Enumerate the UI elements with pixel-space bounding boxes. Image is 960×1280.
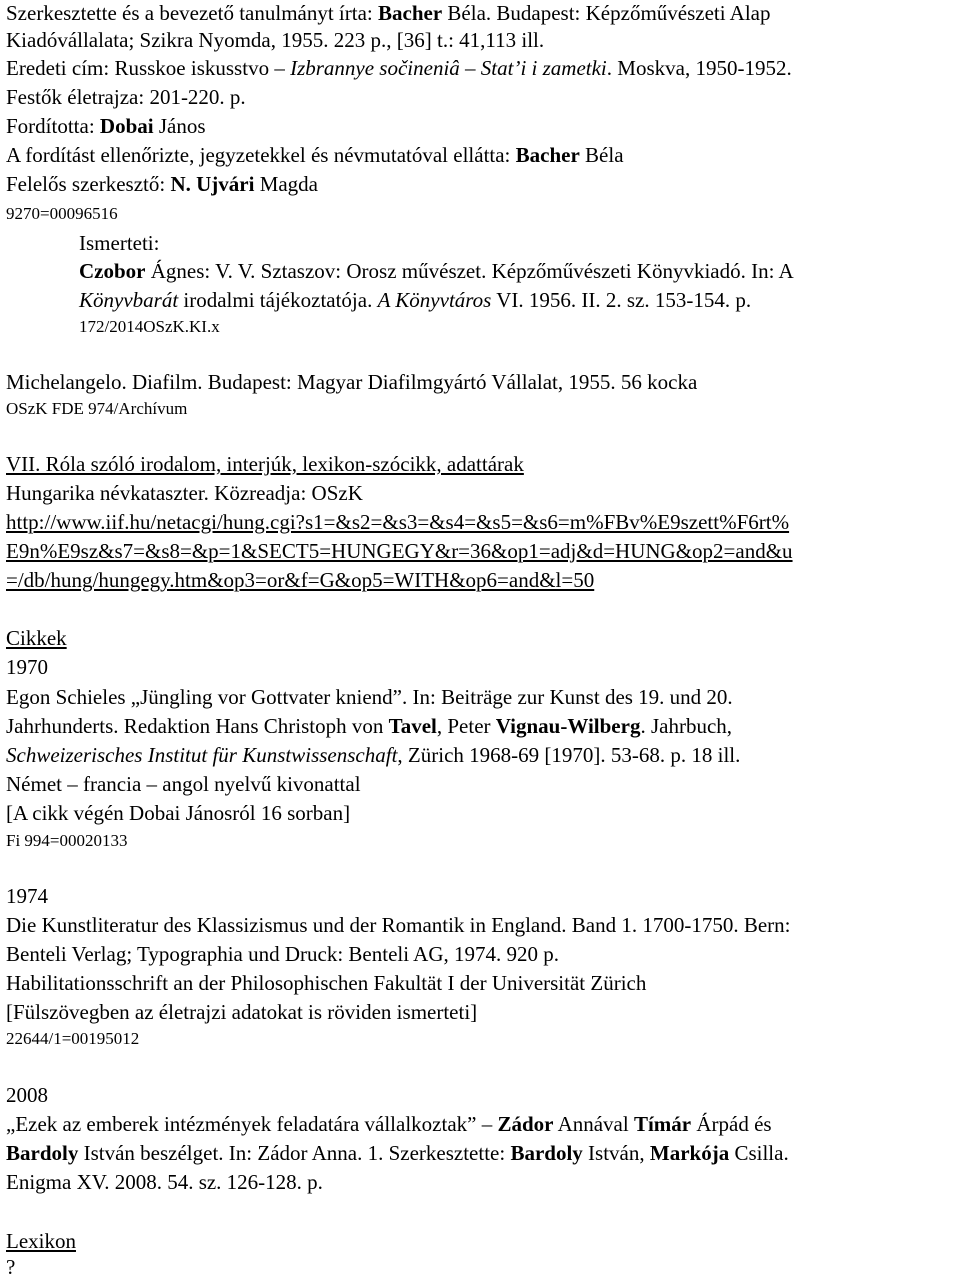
checked-by-line: A fordítást ellenőrizte, jegyzetekkel és névmutatóval ellátta: Bacher Béla (6, 143, 624, 167)
translator-line: Fordította: Dobai János (6, 114, 206, 138)
year-1970: 1970 (6, 655, 48, 679)
review-line-2: Könyvbarát irodalmi tájékoztatója. A Könyvtáros VI. 1956. II. 2. sz. 153-154. p. (79, 288, 752, 312)
credits-line-2: Kiadóvállalata; Szikra Nyomda, 1955. 223 p., [36] t.: 41,113 ill. (6, 28, 545, 52)
lexikon-placeholder: ? (6, 1255, 16, 1279)
article-1970-line-3: Schweizerisches Institut für Kunstwissenschaft, Zürich 1968-69 [1970]. 53-68. p. 18 ill. (6, 743, 741, 767)
article-2008-line-2: Bardoly István beszélget. In: Zádor Anna. 1. Szerkesztette: Bardoly István, Markója Csilla. (6, 1141, 789, 1165)
credits-line-1: Szerkesztette és a bevezető tanulmányt írta: Bacher Béla. Budapest: Képzőművészeti Alap (6, 1, 771, 25)
article-1970-line-1: Egon Schieles „Jüngling vor Gottvater kniend”. In: Beiträge zur Kunst des 19. und 20. (6, 685, 733, 709)
responsible-editor-line: Felelős szerkesztő: N. Ujvári Magda (6, 172, 319, 196)
hungarika-link-line-2[interactable]: E9n%E9sz&s7=&s8=&p=1&SECT5=HUNGEGY&r=36&op1=adj&d=HUNG&op2=and&u (6, 539, 793, 563)
painters-bios-line: Festők életrajza: 201-220. p. (6, 85, 246, 109)
filmstrip-line: Michelangelo. Diafilm. Budapest: Magyar Diafilmgyártó Vállalat, 1955. 56 kocka (6, 370, 698, 394)
article-1970-line-4: Német – francia – angol nyelvű kivonattal (6, 772, 361, 796)
original-title-line: Eredeti cím: Russkoe iskusstvo – Izbrannye sočineniâ – Stat’i i zametki. Moskva, 1950-1952. (6, 56, 792, 80)
year-1974: 1974 (6, 884, 48, 908)
hungarika-line: Hungarika névkataszter. Közreadja: OSzK (6, 481, 363, 505)
articles-heading: Cikkek (6, 626, 67, 650)
article-1974-line-1: Die Kunstliteratur des Klassizismus und der Romantik in England. Band 1. 1700-1750. Bern: (6, 913, 791, 937)
article-1974-record-id: 22644/1=00195012 (6, 1029, 140, 1048)
filmstrip-record-id: OSzK FDE 974/Archívum (6, 399, 188, 418)
year-2008: 2008 (6, 1083, 48, 1107)
lexikon-heading: Lexikon (6, 1229, 76, 1253)
review-record-id: 172/2014OSzK.KI.x (79, 317, 220, 336)
hungarika-link-line-1[interactable]: http://www.iif.hu/netacgi/hung.cgi?s1=&s2=&s3=&s4=&s5=&s6=m%FBv%E9szett%F6rt% (6, 510, 790, 534)
article-1974-line-2: Benteli Verlag; Typographia und Druck: Benteli AG, 1974. 920 p. (6, 942, 560, 966)
article-1970-line-2: Jahrhunderts. Redaktion Hans Christoph von Tavel, Peter Vignau-Wilberg. Jahrbuch, (6, 714, 733, 738)
article-1970-record-id: Fi 994=00020133 (6, 831, 128, 850)
review-line-1: Czobor Ágnes: V. V. Sztaszov: Orosz művészet. Képzőművészeti Könyvkiadó. In: A (79, 259, 794, 283)
article-2008-line-3: Enigma XV. 2008. 54. sz. 126-128. p. (6, 1170, 323, 1194)
article-2008-line-1: „Ezek az emberek intézmények feladatára vállalkoztak” – Zádor Annával Tímár Árpád és (6, 1112, 772, 1136)
article-1974-line-3: Habilitationsschrift an der Philosophischen Fakultät I der Universität Zürich (6, 971, 647, 995)
article-1974-line-4: [Fülszövegben az életrajzi adatokat is röviden ismerteti] (6, 1000, 478, 1024)
article-1970-line-5: [A cikk végén Dobai Jánosról 16 sorban] (6, 801, 351, 825)
review-label: Ismerteti: (79, 231, 160, 255)
section-heading-literature: VII. Róla szóló irodalom, interjúk, lexikon-szócikk, adattárak (6, 452, 524, 476)
hungarika-link-line-3[interactable]: =/db/hung/hungegy.htm&op3=or&f=G&op5=WITH&op6=and&l=50 (6, 568, 595, 592)
record-id: 9270=00096516 (6, 204, 118, 223)
